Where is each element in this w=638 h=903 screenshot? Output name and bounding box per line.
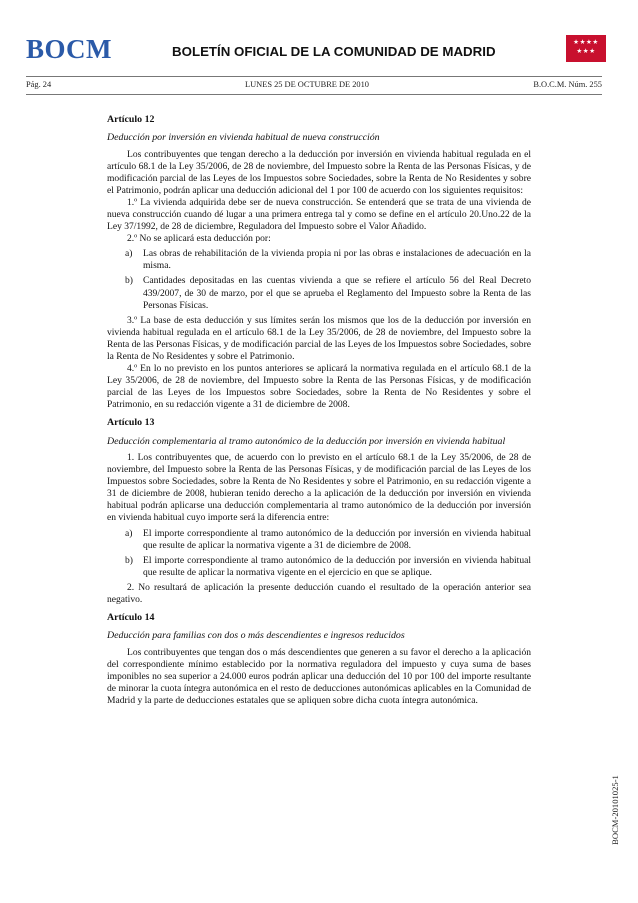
madrid-flag-icon	[566, 35, 606, 62]
list-item	[125, 275, 531, 311]
paragraph: 2. No resultará de aplicación la presente deducción cuando el resultado de la operación anterior sea negativo.	[107, 581, 531, 605]
article-heading: Artículo 13	[107, 417, 155, 429]
document-body	[107, 114, 531, 713]
article-subtitle: Deducción para familias con dos o más descendientes e ingresos reducidos	[107, 630, 405, 642]
issue-number: B.O.C.M. Núm. 255	[533, 80, 602, 89]
list-item-text: El importe correspondiente al tramo autonómico de la deducción por inversión en vivienda habitual que resulte de aplicar la normativa vigente a 31 de diciembre de 2008.	[143, 527, 531, 551]
article-heading: Artículo 14	[107, 612, 155, 624]
issue-date: LUNES 25 DE OCTUBRE DE 2010	[245, 80, 369, 89]
list-item-label: a)	[125, 248, 133, 260]
list-item	[125, 555, 531, 579]
list-item-text: El importe correspondiente al tramo autonómico de la deducción por inversión en vivienda habitual que resulte de aplicar la normativa vigente en el ejercicio en que se aplique.	[143, 554, 531, 578]
list-item	[125, 528, 531, 552]
paragraph: 1.º La vivienda adquirida debe ser de nueva construcción. Se entenderá que se trata de una vivienda de nueva construcción cuando dé lugar a una primera entrega tal y como se define en el artículo 20.Uno.22 de la Ley 37/1992, de 28 de diciembre, Reguladora del Impuesto sobre el Valor Añadido.	[107, 196, 531, 233]
list-item-text: Cantidades depositadas en las cuentas vivienda a que se refiere el artículo 56 del Real Decreto 439/2007, de 30 de marzo, por el que se aprueba el Reglamento del Impuesto sobre la Renta de las Personas Físicas.	[143, 275, 531, 311]
list-item-label: b)	[125, 554, 133, 566]
bocm-logo: BOCM	[26, 34, 112, 64]
article-subtitle: Deducción complementaria al tramo autonómico de la deducción por inversión en vivienda habitual	[107, 435, 506, 447]
side-code-text: BOCM-20101025-1	[610, 775, 620, 845]
gazette-title: BOLETÍN OFICIAL DE LA COMUNIDAD DE MADRID	[172, 44, 496, 59]
list-item-label: b)	[125, 275, 133, 287]
article	[107, 114, 531, 417]
list-item	[125, 248, 531, 272]
flag-stars	[566, 38, 606, 56]
side-code	[609, 755, 621, 865]
paragraph: Los contribuyentes que tengan derecho a la deducción por inversión en vivienda habitual regulada en el artículo 68.1 de la Ley 35/2006, de 28 de noviembre, del Impuesto sobre la Renta de las Personas Físicas, y de modificación parcial de las Leyes de los Impuestos sobre Sociedades, sobre la Renta de No Residentes y sobre el Patrimonio, podrán aplicar una deducción adicional del 1 por 100 de acuerdo con los siguientes requisitos:	[107, 148, 531, 196]
paragraph: 3.º La base de esta deducción y sus límites serán los mismos que los de la deducción por inversión en vivienda habitual regulada en el artículo 68.1 de la Ley 35/2006, de 28 de noviembre, del Impuesto sobre la Renta de las Personas Físicas, y de modificación parcial de las Leyes de los Impuestos sobre Sociedades, sobre la Renta de No Residentes y sobre el Patrimonio.	[107, 314, 531, 362]
header-rule-bottom	[26, 94, 602, 95]
article-heading: Artículo 12	[107, 114, 155, 125]
article	[107, 612, 531, 713]
paragraph: 1. Los contribuyentes que, de acuerdo con lo previsto en el artículo 68.1 de la Ley 35/2006, de 28 de noviembre, del Impuesto sobre la Renta de las Personas Físicas, y de modificación parcial de las Leyes de los Impuestos sobre Sociedades, sobre la Renta de No Residentes y sobre el Patrimonio, en su redacción vigente a 31 de diciembre de 2008, hubieran tenido derecho a la aplicación de la deducción por inversión en vivienda habitual podrán aplicarse una deducción complementaria al tramo autonómico de la deducción por inversión en vivienda habitual cuyo importe será la diferencia entre:	[107, 451, 531, 524]
paragraph: 2.º No se aplicará esta deducción por:	[127, 233, 271, 245]
flag-stars-row-2: ★★★	[576, 48, 596, 55]
list-item-label: a)	[125, 527, 133, 539]
page-number: Pág. 24	[26, 80, 52, 89]
article-spacer	[107, 707, 531, 713]
list-item-text: Las obras de rehabilitación de la vivienda propia ni por las obras e instalaciones de adecuación en la misma.	[143, 248, 531, 272]
page-header	[0, 0, 638, 88]
article-subtitle: Deducción por inversión en vivienda habitual de nueva construcción	[107, 132, 380, 144]
flag-stars-row-1: ★★★★	[573, 39, 599, 46]
article	[107, 417, 531, 612]
paragraph: Los contribuyentes que tengan dos o más descendientes que generen a su favor el derecho a la aplicación del correspondiente mínimo establecido por la normativa reguladora del impuesto y cuya suma de bases imponibles no sea superior a 24.000 euros podrán aplicar una deducción del 10 por 100 del importe resultante de minorar la cuota íntegra autonómica en el resto de deducciones autonómicas aplicables en la Comunidad de Madrid y la parte de deducciones estatales que se apliquen sobre dicha cuota íntegra autonómica.	[107, 646, 531, 706]
header-rule-top	[26, 76, 602, 77]
paragraph: 4.º En lo no previsto en los puntos anteriores se aplicará la normativa regulada en el artículo 68.1 de la Ley 35/2006, de 28 de noviembre, del Impuesto sobre la Renta de las Personas Físicas, y de modificación parcial de las Leyes de los Impuestos sobre Sociedades, sobre la Renta de No Residentes y sobre el Patrimonio, en su redacción vigente a 31 de diciembre de 2008.	[107, 363, 531, 411]
